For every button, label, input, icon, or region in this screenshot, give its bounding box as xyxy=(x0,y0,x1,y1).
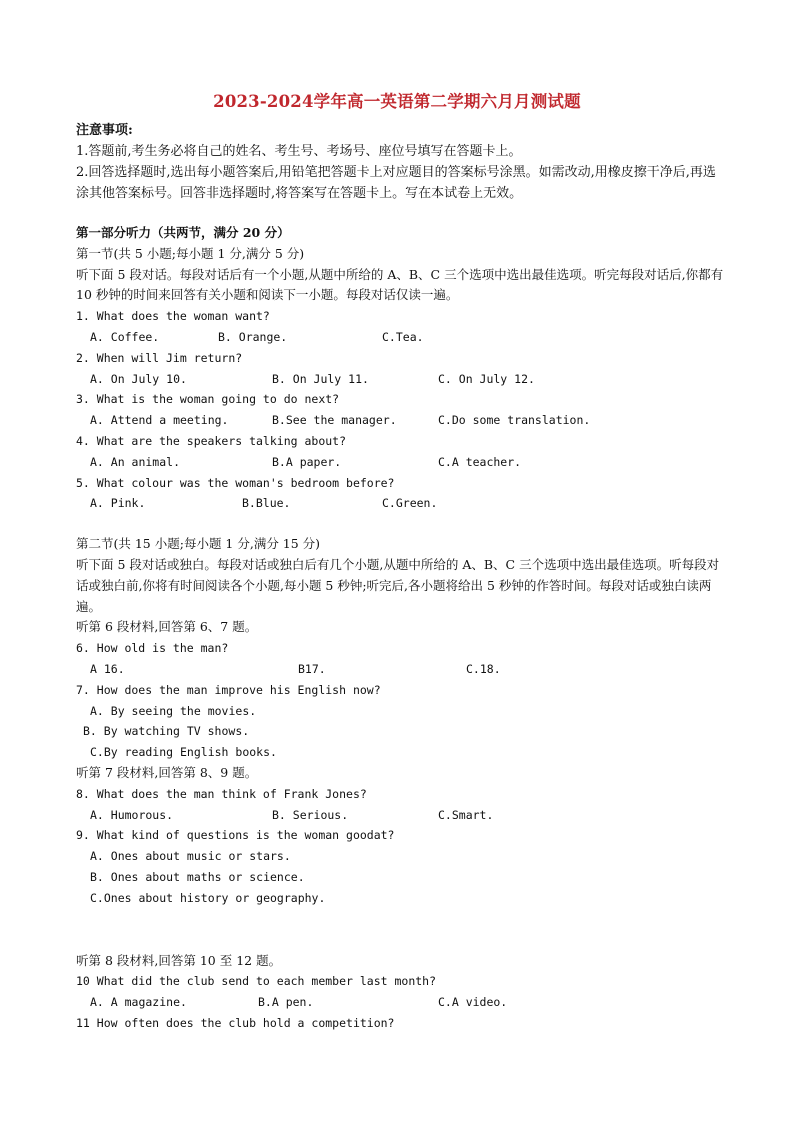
notes-item-1: 1.答题前,考生务必将自己的姓名、考生号、考场号、座位号填写在答题卡上。 xyxy=(76,144,522,159)
question-5-options xyxy=(76,493,726,514)
notes-block xyxy=(76,120,726,204)
question-5: 5. What colour was the woman's bedroom before? xyxy=(76,475,395,490)
option-b: B.See the manager. xyxy=(272,413,397,428)
section2-heading: 第二节(共 15 小题;每小题 1 分,满分 15 分) xyxy=(76,536,321,552)
option-a: A. Pink. xyxy=(90,496,146,511)
material-7-heading: 听第 7 段材料,回答第 8、9 题。 xyxy=(76,764,258,780)
notes-heading: 注意事项: xyxy=(76,123,133,138)
exam-title: 2023-2024学年高一英语第二学期六月月测试题 xyxy=(213,92,581,111)
material-6-heading: 听第 6 段材料,回答第 6、7 题。 xyxy=(76,619,258,635)
spacer xyxy=(76,909,726,951)
option-c: C.18. xyxy=(466,661,501,676)
option-c: C.Green. xyxy=(382,496,438,511)
option-c: C.Smart. xyxy=(438,807,494,822)
spacer xyxy=(76,514,726,534)
question-9: 9. What kind of questions is the woman goodat? xyxy=(76,828,395,843)
section1-instructions: 听下面 5 段对话。每段对话后有一个小题,从题中所给的 A、B、C 三个选项中选出最佳选项。听完每段对话后,你都有 10 秒钟的时间来回答有关小题和阅读下一小题。每段对话仅读一遍。 xyxy=(76,266,724,303)
question-7: 7. How does the man improve his English now? xyxy=(76,682,381,697)
question-8-options xyxy=(76,805,726,826)
question-7-option-a: A. By seeing the movies. xyxy=(90,703,257,718)
option-b: B17. xyxy=(298,661,326,676)
question-11: 11 How often does the club hold a competition? xyxy=(76,1015,395,1030)
option-a: A. Attend a meeting. xyxy=(90,413,229,428)
option-c: C.Do some translation. xyxy=(438,413,591,428)
question-9-option-b: B. Ones about maths or science. xyxy=(90,869,305,884)
notes-item-2: 2.回答选择题时,选出每小题答案后,用铅笔把答题卡上对应题目的答案标号涂黑。如需改动,用橡皮擦干净后,再选涂其他答案标号。回答非选择题时,将答案写在答题卡上。写在本试卷上无效。 xyxy=(76,165,716,201)
section1-heading: 第一节(共 5 小题;每小题 1 分,满分 5 分) xyxy=(76,245,305,261)
question-6: 6. How old is the man? xyxy=(76,641,229,656)
option-c: C.A teacher. xyxy=(438,454,522,469)
option-b: B. On July 11. xyxy=(272,371,369,386)
exam-content xyxy=(76,223,726,1034)
option-a: A 16. xyxy=(90,661,125,676)
question-4-options xyxy=(76,452,726,473)
question-9-option-a: A. Ones about music or stars. xyxy=(90,849,291,864)
question-2-options xyxy=(76,369,726,390)
question-1: 1. What does the woman want? xyxy=(76,309,270,324)
option-b: B. Orange. xyxy=(218,329,288,344)
option-b: B.Blue. xyxy=(242,496,291,511)
question-2: 2. When will Jim return? xyxy=(76,350,243,365)
question-10-options xyxy=(76,992,726,1013)
question-7-option-c: C.By reading English books. xyxy=(90,745,277,760)
question-3-options xyxy=(76,410,726,431)
question-7-option-b: B. By watching TV shows. xyxy=(83,724,250,739)
material-8-heading: 听第 8 段材料,回答第 10 至 12 题。 xyxy=(76,952,282,968)
option-a: A. Coffee. xyxy=(90,329,160,344)
question-8: 8. What does the man think of Frank Jones? xyxy=(76,786,367,801)
question-9-option-c: C.Ones about history or geography. xyxy=(90,890,326,905)
question-1-options xyxy=(76,327,726,348)
option-a: A. Humorous. xyxy=(90,807,174,822)
part1-heading: 第一部分听力（共两节，满分 20 分） xyxy=(76,225,290,240)
option-c: C.Tea. xyxy=(382,329,424,344)
option-c: C.A video. xyxy=(438,995,508,1010)
question-6-options xyxy=(76,659,726,680)
option-a: A. On July 10. xyxy=(90,371,187,386)
option-b: B. Serious. xyxy=(272,807,349,822)
option-a: A. A magazine. xyxy=(90,995,187,1010)
option-c: C. On July 12. xyxy=(438,371,535,386)
section2-instructions: 听下面 5 段对话或独白。每段对话或独白后有几个小题,从题中所给的 A、B、C 三个选项中选出最佳选项。听每段对话或独白前,你将有时间阅读各个小题,每小题 5 秒钟;听完后,各小题将给出 5 秒钟的作答时间。每段对话或独白读两遍。 xyxy=(76,556,720,614)
question-3: 3. What is the woman going to do next? xyxy=(76,392,340,407)
question-10: 10 What did the club send to each member last month? xyxy=(76,974,437,989)
option-b: B.A paper. xyxy=(272,454,342,469)
option-a: A. An animal. xyxy=(90,454,181,469)
option-b: B.A pen. xyxy=(258,995,314,1010)
question-4: 4. What are the speakers talking about? xyxy=(76,433,347,448)
